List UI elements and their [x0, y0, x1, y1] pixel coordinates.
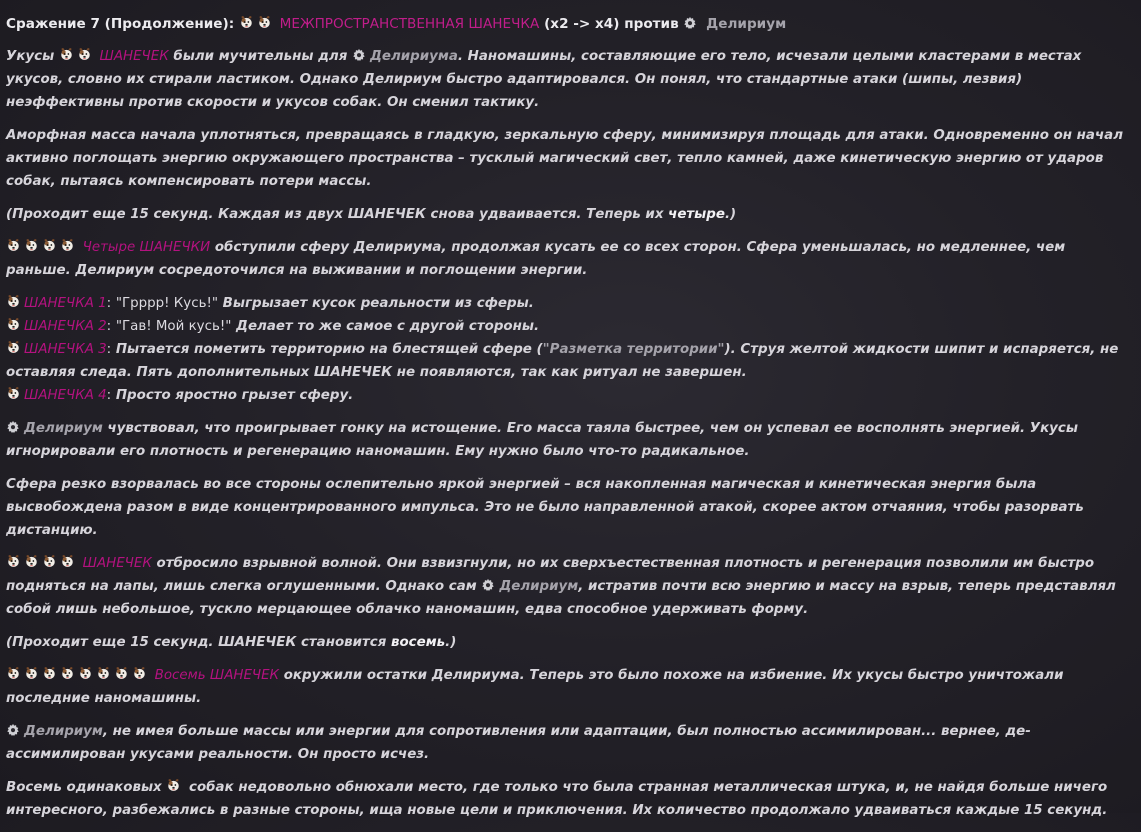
- title-prefix: Сражение 7 (Продолжение):: [6, 16, 235, 32]
- dog-face-icon: [6, 237, 21, 253]
- battle-title: [6, 14, 1134, 34]
- enemy-name: Делириум: [706, 16, 787, 32]
- dog-line-4: [6, 384, 1134, 407]
- paragraph-9: [6, 664, 1134, 710]
- team-name: МЕЖПРОСТРАНСТВЕННАЯ ШАНЕЧКА: [279, 16, 540, 32]
- paragraph-11: [6, 776, 1134, 822]
- gear-icon: [6, 723, 20, 737]
- paragraph-8: [6, 631, 1134, 654]
- dog-face-icon: [257, 14, 272, 30]
- dog-name-1: ШАНЕЧКА 1: [24, 296, 107, 311]
- dog-face-icon: [114, 665, 129, 681]
- p11-text-b: собак недовольно обнюхали место, где только что была странная металлическая штука, и, не найдя больше ничего интересного, разбежались в разные стороны, ища новые цели и приключения. Их количество продолжало удваиваться каждые 15 секунд.: [6, 780, 1108, 818]
- paragraph-6: Сфера резко взорвалась во все стороны ослепительно яркой энергией – вся накопленная магическая и кинетическая энергия была высвобождена разом в виде концентрированного импульса. Это не было направленной атакой, скорее актом отчаяния, чтобы разорвать дистанцию.: [6, 477, 1084, 538]
- dog-face-icon: [6, 665, 21, 681]
- colon: :: [106, 296, 112, 311]
- dog-face-icon: [24, 665, 39, 681]
- enemy-mention: Делириум: [24, 724, 103, 739]
- dog-action-3b: ). Струя желтой жидкости шипит и испаряется, не оставляя следа. Пять дополнительных ШАНЕЧЕК не появляются, так как ритуал не завершен.: [6, 342, 1119, 380]
- p1-text-a: Укусы: [6, 49, 55, 64]
- dog-face-icon: [60, 237, 75, 253]
- dog-face-icon: [42, 665, 57, 681]
- paragraph-10: [6, 720, 1134, 766]
- dog-face-icon: [59, 46, 74, 62]
- colon: :: [106, 342, 112, 357]
- p4-text-b: обступили сферу Делириума, продолжая кусать ее со всех сторон. Сфера уменьшалась, но медленнее, чем раньше. Делириум сосредоточился на выживании и поглощении энергии.: [6, 240, 1066, 278]
- p10-text-b: , не имея больше массы или энергии для сопротивления или адаптации, был полностью ассимилирован... вернее, де-ассимилирован укусами реальности. Он просто исчез.: [6, 724, 1031, 762]
- dog-face-icon: [166, 777, 181, 793]
- paragraph-5: [6, 417, 1134, 463]
- team-mention: Восемь ШАНЕЧЕК: [154, 668, 280, 683]
- dog-action-2: Делает то же самое с другой стороны.: [236, 319, 540, 334]
- enemy-mention: Делириум: [24, 421, 103, 436]
- dog-face-icon: [132, 665, 147, 681]
- dog-face-icon: [60, 665, 75, 681]
- count-four: четыре: [668, 207, 725, 222]
- title-multiplier: (x2 -> x4) против: [544, 16, 679, 32]
- dog-face-icon: [6, 339, 21, 355]
- ritual-name: "Разметка территории": [542, 342, 725, 357]
- dog-face-icon: [42, 237, 57, 253]
- p11-text-a: Восемь одинаковых: [6, 780, 162, 795]
- p9-text-b: окружили остатки Делириума. Теперь это было похоже на избиение. Их укусы быстро уничтожали последние наномашины.: [6, 668, 1064, 706]
- dog-face-icon: [6, 293, 21, 309]
- dog-name-4: ШАНЕЧКА 4: [24, 388, 107, 403]
- dog-face-icon: [6, 316, 21, 332]
- dog-quote-1: "Грррр! Кусь!": [115, 296, 218, 311]
- dog-face-icon: [24, 553, 39, 569]
- p7-text-b: отбросило взрывной волной. Они взвизгнули, но их сверхъестественная плотность и регенерация позволили им быстро подняться на лапы, лишь слегка оглушенными. Однако сам: [6, 556, 1095, 594]
- dog-face-icon: [24, 237, 39, 253]
- dog-face-icon: [96, 665, 111, 681]
- team-mention: ШАНЕЧЕК: [82, 556, 152, 571]
- team-mention: Четыре ШАНЕЧКИ: [82, 240, 211, 255]
- p1-text-c: были мучительны для: [173, 49, 348, 64]
- dog-face-icon: [42, 553, 57, 569]
- colon: :: [106, 388, 112, 403]
- paragraph-3: [6, 203, 1134, 226]
- dog-line-3: [6, 338, 1134, 384]
- team-mention: ШАНЕЧЕК: [99, 49, 169, 64]
- gear-icon: [6, 420, 20, 434]
- dog-action-4: Просто яростно грызет сферу.: [115, 388, 354, 403]
- dog-line-1: [6, 292, 1134, 315]
- dog-name-2: ШАНЕЧКА 2: [24, 319, 107, 334]
- paragraph-1: [6, 45, 1134, 114]
- dog-face-icon: [239, 14, 254, 30]
- p7-text-d: , истратив почти всю энергию и массу на взрыв, теперь представлял собой лишь небольшое, тускло мерцающее облачко наномашин, едва способное удерживать форму.: [6, 579, 1116, 617]
- dog-face-icon: [6, 385, 21, 401]
- dog-action-3a: Пытается пометить территорию на блестящей сфере (: [115, 342, 543, 357]
- p3-text-a: (Проходит еще 15 секунд. Каждая из двух ШАНЕЧЕК снова удваивается. Теперь их: [6, 207, 664, 222]
- dog-line-2: [6, 315, 1134, 338]
- p5-text-b: чувствовал, что проигрывает гонку на истощение. Его масса таяла быстрее, чем он успевал ее восполнять энергией. Укусы игнорировали его плотность и регенерацию наномашин. Ему нужно было что-то радикальное.: [6, 421, 1078, 459]
- dog-quote-2: "Гав! Мой кусь!": [115, 319, 232, 334]
- dog-face-icon: [77, 46, 92, 62]
- paragraph-2: Аморфная масса начала уплотняться, превращаясь в гладкую, зеркальную сферу, минимизируя площадь для атаки. Одновременно он начал активно поглощать энергию окружающего пространства – тусклый магический свет, тепло камней, даже кинетическую энергию от ударов собак, пытаясь компенсировать потери массы.: [6, 128, 1124, 189]
- message-content: [6, 14, 1134, 832]
- colon: :: [106, 319, 112, 334]
- paragraph-7: [6, 552, 1134, 621]
- p1-text-e: . Наномашины, составляющие его тело, исчезали целыми кластерами в местах укусов, словно их стирали ластиком. Однако Делириум быстро адаптировался. Он понял, что стандартные атаки (шипы, лезвия) неэффективны против скорости и укусов собак. Он сменил тактику.: [6, 49, 1082, 110]
- dog-face-icon: [60, 553, 75, 569]
- p8-text-a: (Проходит еще 15 секунд. ШАНЕЧЕК становится: [6, 635, 387, 650]
- dog-face-icon: [6, 553, 21, 569]
- p3-text-c: .): [724, 207, 737, 222]
- p8-text-c: .): [445, 635, 457, 650]
- paragraph-4: [6, 236, 1134, 282]
- enemy-mention: Делириума: [369, 49, 458, 64]
- dog-face-icon: [78, 665, 93, 681]
- count-eight: восемь: [391, 635, 446, 650]
- dog-action-1: Выгрызает кусок реальности из сферы.: [222, 296, 534, 311]
- dog-name-3: ШАНЕЧКА 3: [24, 342, 107, 357]
- enemy-mention: Делириум: [499, 579, 579, 594]
- gear-icon: [481, 578, 495, 592]
- gear-icon: [352, 48, 366, 62]
- gear-icon: [683, 16, 697, 30]
